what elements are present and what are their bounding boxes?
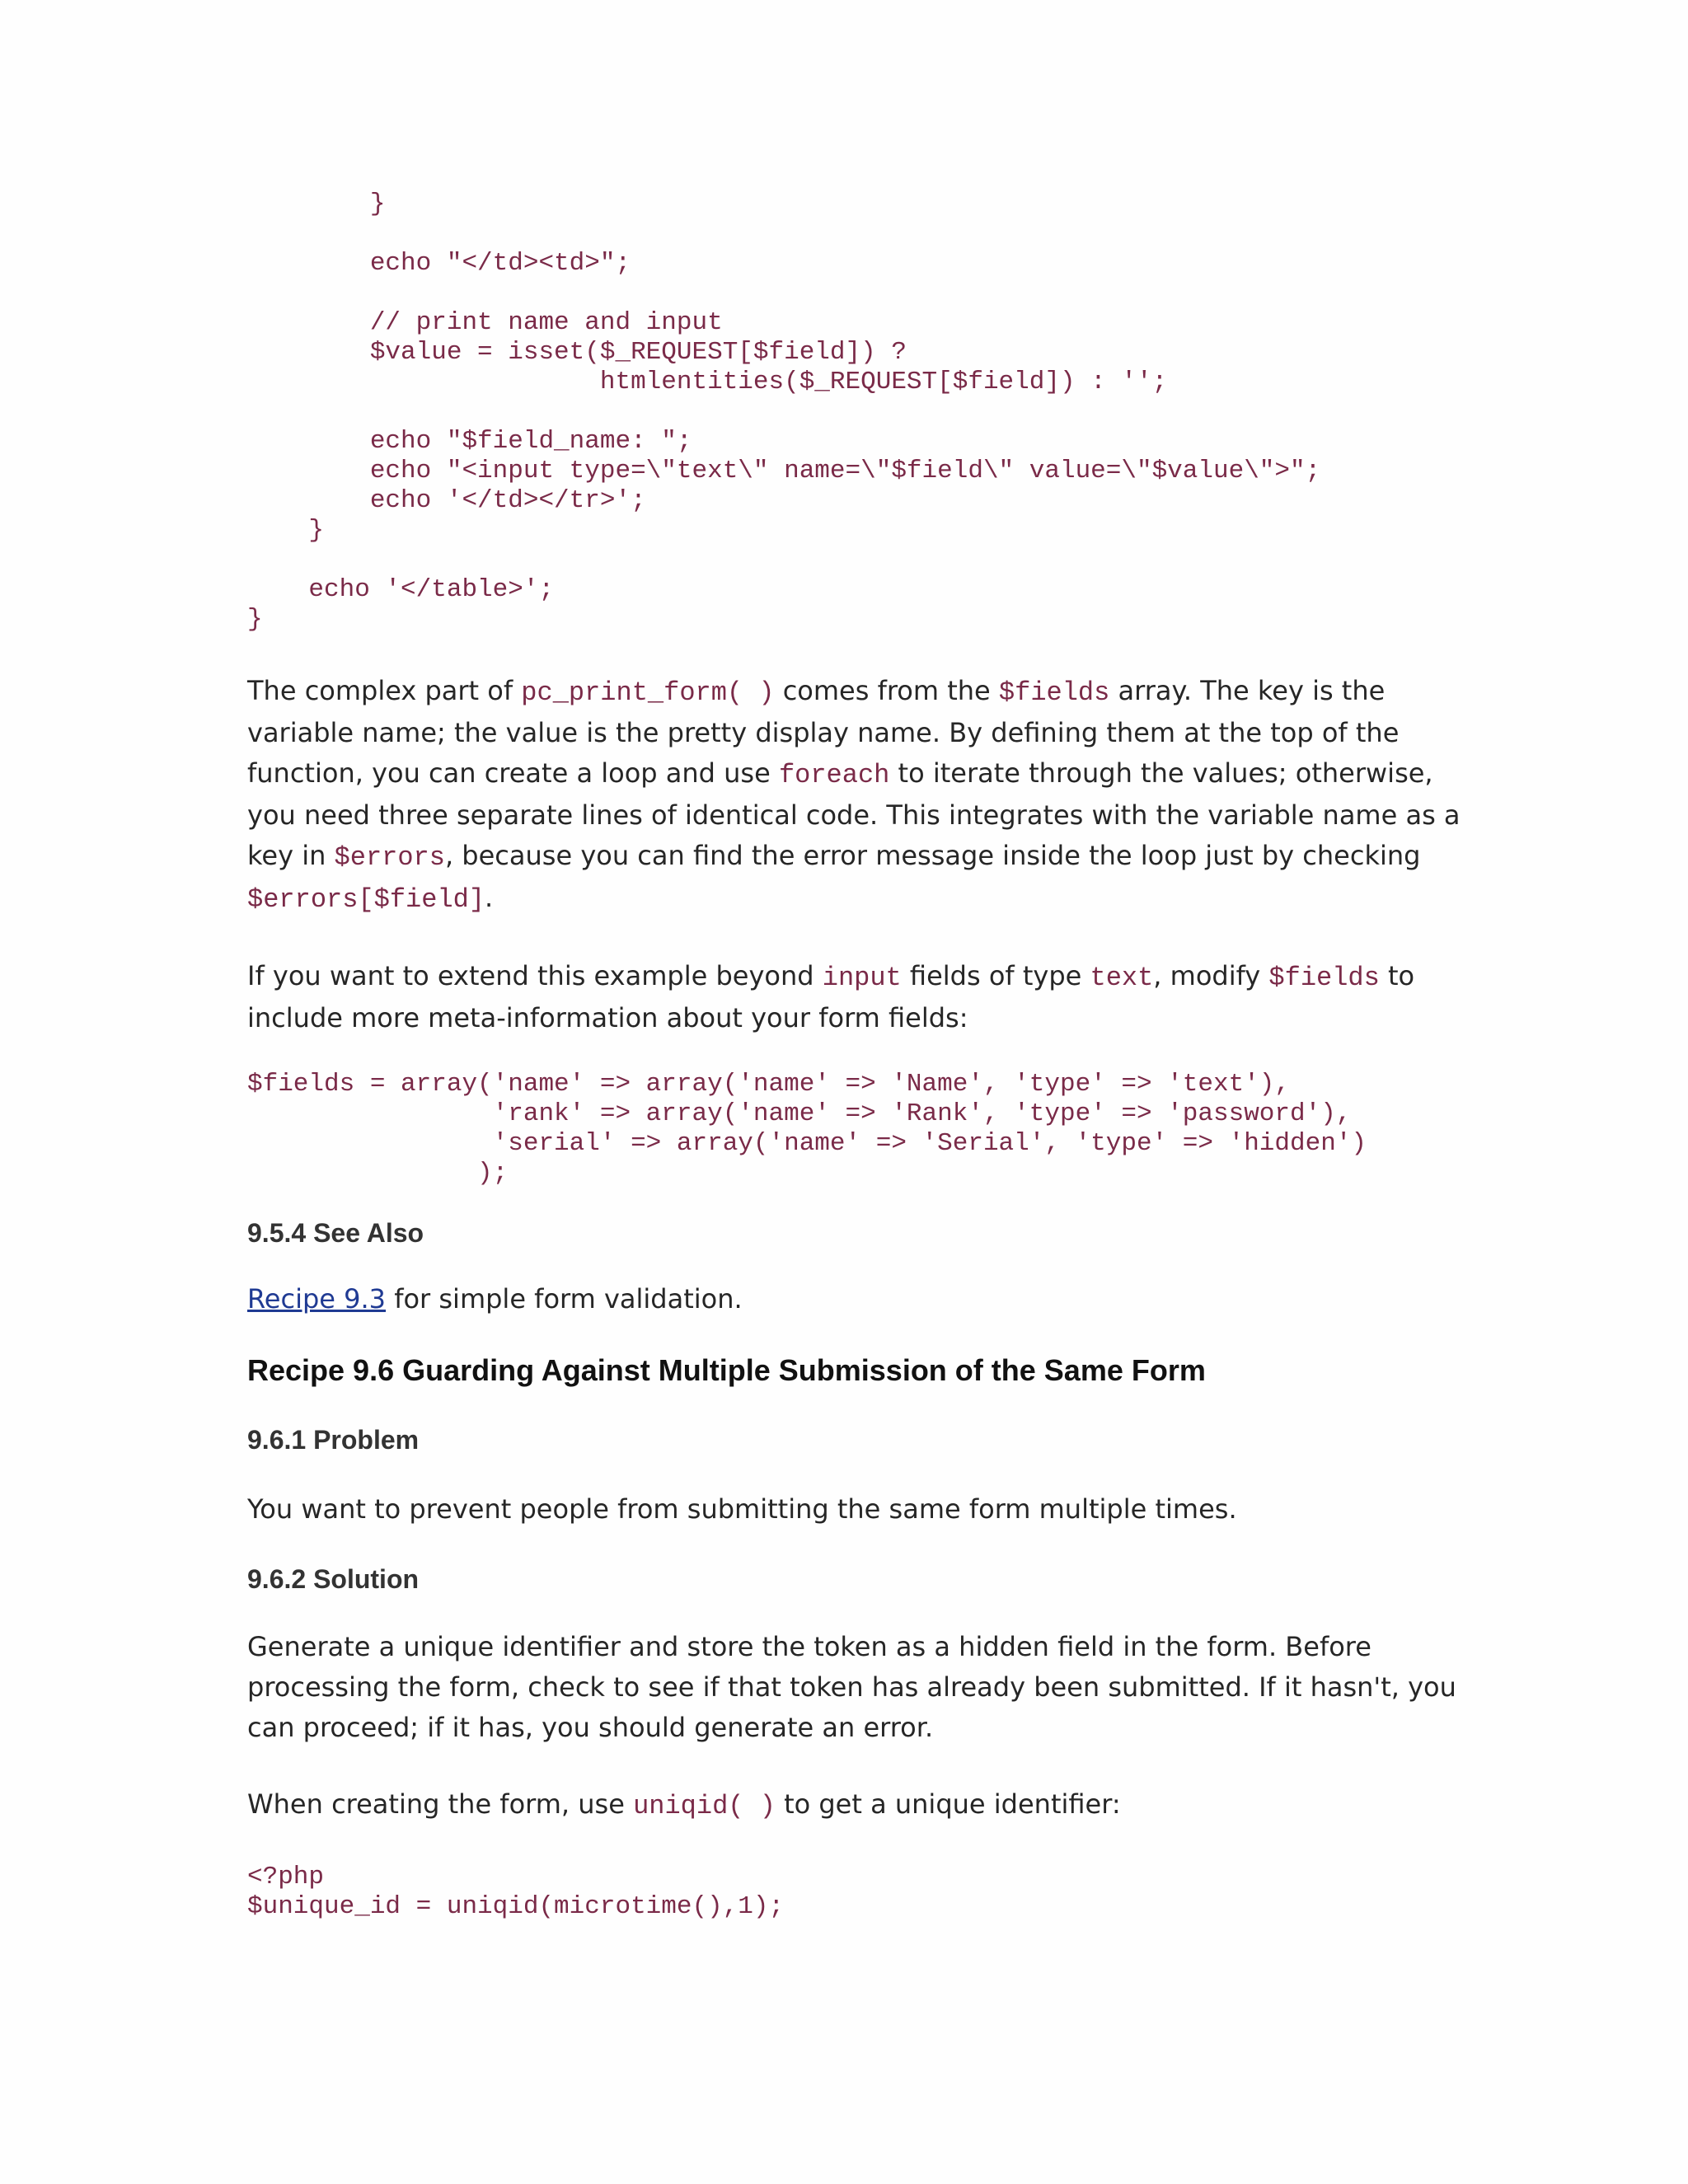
text: , modify <box>1153 960 1269 991</box>
code-line: echo "</td><td>"; <box>247 249 631 278</box>
code-line: } <box>247 605 263 634</box>
code-line: } <box>247 190 386 218</box>
inline-code: $fields <box>1268 963 1380 993</box>
inline-code: $errors[$field] <box>247 884 485 915</box>
text: The complex part of <box>247 675 522 706</box>
inline-code: text <box>1090 963 1154 993</box>
inline-code: foreach <box>778 760 890 790</box>
text: fields of type <box>901 960 1090 991</box>
heading-problem: 9.6.1 Problem <box>247 1425 420 1455</box>
text: . <box>485 882 494 913</box>
code-line: echo '</td></tr>'; <box>247 486 646 515</box>
code-block-print-form <box>247 190 1467 635</box>
code-line: 'serial' => array('name' => 'Serial', 'type' => 'hidden') <box>247 1129 1367 1158</box>
code-line: $fields = array('name' => array('name' => 'Name', 'type' => 'text'), <box>247 1070 1291 1099</box>
paragraph-solution: Generate a unique identifier and store the token as a hidden field in the form. Before processing the form, check to see if that token has already been submitted. If it hasn't, you can proceed; if it has, you should generate an error. <box>247 1631 1456 1743</box>
heading-recipe-9-6: Recipe 9.6 Guarding Against Multiple Submission of the Same Form <box>247 1353 1206 1387</box>
text: for simple form validation. <box>386 1283 743 1315</box>
code-line: $value = isset($_REQUEST[$field]) ? <box>247 338 907 367</box>
code-block-fields-array <box>247 1070 1467 1188</box>
text: to iterate through the values; otherwise, you need three separate lines of identical code. This integrates with the variable name as a key in <box>247 757 1461 871</box>
heading-solution: 9.6.2 Solution <box>247 1564 420 1594</box>
inline-code: $fields <box>998 677 1110 708</box>
text: to get a unique identifier: <box>775 1788 1121 1820</box>
text: array. The key is the variable name; the value is the pretty display name. By defining them at the top of the function, you can create a loop and use <box>247 675 1400 789</box>
paragraph-fields-explanation <box>247 671 1467 920</box>
link-recipe-9-3[interactable]: Recipe 9.3 <box>247 1283 387 1315</box>
inline-code: input <box>822 963 902 993</box>
code-line: ); <box>247 1159 509 1188</box>
code-line: 'rank' => array('name' => 'Rank', 'type' => 'password'), <box>247 1099 1352 1128</box>
heading-see-also: 9.5.4 See Also <box>247 1218 424 1248</box>
text: If you want to extend this example beyond <box>247 960 823 991</box>
paragraph-extend-example <box>247 956 1467 1038</box>
code-line: // print name and input <box>247 308 723 337</box>
code-line: echo '</table>'; <box>247 575 555 604</box>
text: comes from the <box>774 675 999 706</box>
code-line: $unique_id = uniqid(microtime(),1); <box>247 1892 785 1921</box>
inline-code: $errors <box>334 842 445 873</box>
text: to include more meta-information about your form fields: <box>247 960 1415 1033</box>
code-line: <?php <box>247 1863 325 1891</box>
page-content <box>247 190 1467 1922</box>
code-line: htmlentities($_REQUEST[$field]) : ''; <box>247 368 1168 396</box>
paragraph-problem: You want to prevent people from submitting the same form multiple times. <box>247 1493 1237 1525</box>
inline-code: pc_print_form( ) <box>521 677 775 708</box>
paragraph-see-also <box>247 1279 1467 1319</box>
code-line: } <box>247 516 325 545</box>
paragraph-uniqid <box>247 1784 1467 1826</box>
inline-code: uniqid( ) <box>633 1791 776 1821</box>
text: When creating the form, use <box>247 1788 634 1820</box>
text: , because you can find the error message inside the loop just by checking <box>444 840 1421 871</box>
code-block-uniqid <box>247 1863 1467 1922</box>
code-line: echo "$field_name: "; <box>247 427 692 456</box>
code-line: echo "<input type=\"text\" name=\"$field\" value=\"$value\">"; <box>247 457 1321 485</box>
